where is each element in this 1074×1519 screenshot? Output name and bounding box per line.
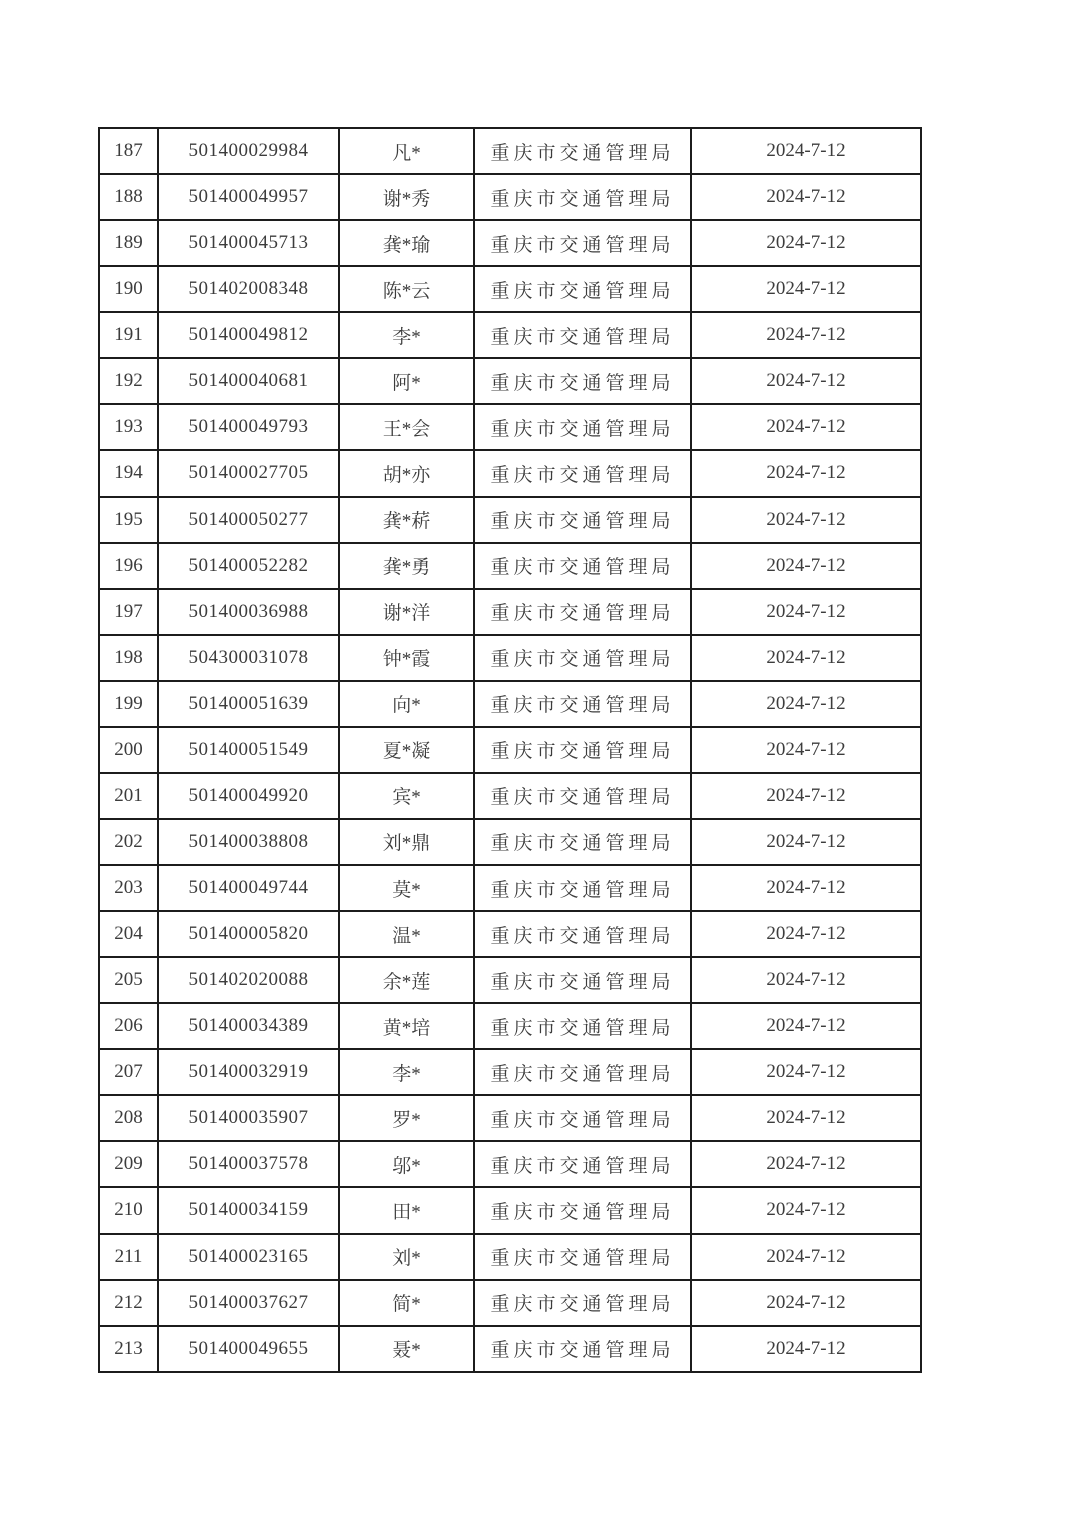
issue-date-cell: 2024-7-12 bbox=[691, 128, 921, 174]
row-number-cell: 212 bbox=[99, 1280, 158, 1326]
credential-id-cell: 501400051639 bbox=[158, 681, 339, 727]
issuing-authority-cell: 重庆市交通管理局 bbox=[474, 174, 691, 220]
row-number-cell: 193 bbox=[99, 404, 158, 450]
credential-id-cell: 501400027705 bbox=[158, 450, 339, 496]
name-cell: 刘* bbox=[339, 1234, 474, 1280]
name-cell: 谢*秀 bbox=[339, 174, 474, 220]
name-cell: 李* bbox=[339, 312, 474, 358]
credential-id-cell: 501400029984 bbox=[158, 128, 339, 174]
row-number-cell: 194 bbox=[99, 450, 158, 496]
row-number-cell: 198 bbox=[99, 635, 158, 681]
table-row bbox=[99, 589, 921, 635]
data-table bbox=[98, 127, 922, 1373]
issue-date-cell: 2024-7-12 bbox=[691, 1095, 921, 1141]
issuing-authority-cell: 重庆市交通管理局 bbox=[474, 911, 691, 957]
table-row bbox=[99, 911, 921, 957]
row-number-cell: 195 bbox=[99, 497, 158, 543]
credential-id-cell: 501400040681 bbox=[158, 358, 339, 404]
issuing-authority-cell: 重庆市交通管理局 bbox=[474, 819, 691, 865]
issue-date-cell: 2024-7-12 bbox=[691, 911, 921, 957]
table-row bbox=[99, 819, 921, 865]
credential-id-cell: 501400049655 bbox=[158, 1326, 339, 1372]
table-row bbox=[99, 957, 921, 1003]
credential-id-cell: 501400051549 bbox=[158, 727, 339, 773]
issuing-authority-cell: 重庆市交通管理局 bbox=[474, 128, 691, 174]
issuing-authority-cell: 重庆市交通管理局 bbox=[474, 1280, 691, 1326]
table-row bbox=[99, 1234, 921, 1280]
issue-date-cell: 2024-7-12 bbox=[691, 1141, 921, 1187]
row-number-cell: 202 bbox=[99, 819, 158, 865]
name-cell: 黄*培 bbox=[339, 1003, 474, 1049]
issue-date-cell: 2024-7-12 bbox=[691, 1234, 921, 1280]
row-number-cell: 190 bbox=[99, 266, 158, 312]
row-number-cell: 188 bbox=[99, 174, 158, 220]
table-row bbox=[99, 450, 921, 496]
name-cell: 阿* bbox=[339, 358, 474, 404]
table-row bbox=[99, 1187, 921, 1233]
name-cell: 余*莲 bbox=[339, 957, 474, 1003]
credential-id-cell: 501400036988 bbox=[158, 589, 339, 635]
table-row bbox=[99, 404, 921, 450]
issue-date-cell: 2024-7-12 bbox=[691, 220, 921, 266]
issue-date-cell: 2024-7-12 bbox=[691, 1187, 921, 1233]
table-row bbox=[99, 543, 921, 589]
table-row bbox=[99, 1326, 921, 1372]
credential-id-cell: 501402008348 bbox=[158, 266, 339, 312]
issue-date-cell: 2024-7-12 bbox=[691, 266, 921, 312]
table-row bbox=[99, 865, 921, 911]
issuing-authority-cell: 重庆市交通管理局 bbox=[474, 1234, 691, 1280]
issuing-authority-cell: 重庆市交通管理局 bbox=[474, 497, 691, 543]
issuing-authority-cell: 重庆市交通管理局 bbox=[474, 220, 691, 266]
issue-date-cell: 2024-7-12 bbox=[691, 635, 921, 681]
row-number-cell: 204 bbox=[99, 911, 158, 957]
table-row bbox=[99, 128, 921, 174]
credential-id-cell: 501400045713 bbox=[158, 220, 339, 266]
row-number-cell: 206 bbox=[99, 1003, 158, 1049]
name-cell: 聂* bbox=[339, 1326, 474, 1372]
name-cell: 刘*鼎 bbox=[339, 819, 474, 865]
issuing-authority-cell: 重庆市交通管理局 bbox=[474, 543, 691, 589]
issue-date-cell: 2024-7-12 bbox=[691, 589, 921, 635]
name-cell: 凡* bbox=[339, 128, 474, 174]
credential-id-cell: 501400032919 bbox=[158, 1049, 339, 1095]
table-row bbox=[99, 220, 921, 266]
issuing-authority-cell: 重庆市交通管理局 bbox=[474, 957, 691, 1003]
credential-id-cell: 501400037627 bbox=[158, 1280, 339, 1326]
row-number-cell: 189 bbox=[99, 220, 158, 266]
table-row bbox=[99, 358, 921, 404]
issuing-authority-cell: 重庆市交通管理局 bbox=[474, 1049, 691, 1095]
table-row bbox=[99, 312, 921, 358]
name-cell: 夏*凝 bbox=[339, 727, 474, 773]
issue-date-cell: 2024-7-12 bbox=[691, 174, 921, 220]
issuing-authority-cell: 重庆市交通管理局 bbox=[474, 1187, 691, 1233]
issuing-authority-cell: 重庆市交通管理局 bbox=[474, 1003, 691, 1049]
credential-id-cell: 501400052282 bbox=[158, 543, 339, 589]
issuing-authority-cell: 重庆市交通管理局 bbox=[474, 1141, 691, 1187]
table-row bbox=[99, 1095, 921, 1141]
issuing-authority-cell: 重庆市交通管理局 bbox=[474, 681, 691, 727]
row-number-cell: 197 bbox=[99, 589, 158, 635]
credential-id-cell: 501400049793 bbox=[158, 404, 339, 450]
table-row bbox=[99, 681, 921, 727]
row-number-cell: 211 bbox=[99, 1234, 158, 1280]
issue-date-cell: 2024-7-12 bbox=[691, 957, 921, 1003]
issuing-authority-cell: 重庆市交通管理局 bbox=[474, 727, 691, 773]
issue-date-cell: 2024-7-12 bbox=[691, 543, 921, 589]
issue-date-cell: 2024-7-12 bbox=[691, 727, 921, 773]
row-number-cell: 207 bbox=[99, 1049, 158, 1095]
credential-id-cell: 501400034159 bbox=[158, 1187, 339, 1233]
name-cell: 田* bbox=[339, 1187, 474, 1233]
table-row bbox=[99, 497, 921, 543]
row-number-cell: 200 bbox=[99, 727, 158, 773]
issue-date-cell: 2024-7-12 bbox=[691, 1003, 921, 1049]
row-number-cell: 192 bbox=[99, 358, 158, 404]
name-cell: 莫* bbox=[339, 865, 474, 911]
issue-date-cell: 2024-7-12 bbox=[691, 1326, 921, 1372]
issue-date-cell: 2024-7-12 bbox=[691, 358, 921, 404]
table-row bbox=[99, 635, 921, 681]
issue-date-cell: 2024-7-12 bbox=[691, 1280, 921, 1326]
table-row bbox=[99, 174, 921, 220]
issue-date-cell: 2024-7-12 bbox=[691, 819, 921, 865]
table-row bbox=[99, 1049, 921, 1095]
credential-id-cell: 501400035907 bbox=[158, 1095, 339, 1141]
row-number-cell: 210 bbox=[99, 1187, 158, 1233]
row-number-cell: 203 bbox=[99, 865, 158, 911]
row-number-cell: 208 bbox=[99, 1095, 158, 1141]
issue-date-cell: 2024-7-12 bbox=[691, 450, 921, 496]
issuing-authority-cell: 重庆市交通管理局 bbox=[474, 773, 691, 819]
issuing-authority-cell: 重庆市交通管理局 bbox=[474, 1326, 691, 1372]
issue-date-cell: 2024-7-12 bbox=[691, 681, 921, 727]
issue-date-cell: 2024-7-12 bbox=[691, 497, 921, 543]
row-number-cell: 213 bbox=[99, 1326, 158, 1372]
credential-id-cell: 501400049957 bbox=[158, 174, 339, 220]
row-number-cell: 187 bbox=[99, 128, 158, 174]
credential-id-cell: 501402020088 bbox=[158, 957, 339, 1003]
name-cell: 王*会 bbox=[339, 404, 474, 450]
credential-id-cell: 501400049744 bbox=[158, 865, 339, 911]
name-cell: 简* bbox=[339, 1280, 474, 1326]
name-cell: 龚*勇 bbox=[339, 543, 474, 589]
issuing-authority-cell: 重庆市交通管理局 bbox=[474, 589, 691, 635]
row-number-cell: 209 bbox=[99, 1141, 158, 1187]
name-cell: 罗* bbox=[339, 1095, 474, 1141]
credential-id-cell: 501400037578 bbox=[158, 1141, 339, 1187]
name-cell: 温* bbox=[339, 911, 474, 957]
issue-date-cell: 2024-7-12 bbox=[691, 1049, 921, 1095]
table-row bbox=[99, 773, 921, 819]
name-cell: 向* bbox=[339, 681, 474, 727]
name-cell: 胡*亦 bbox=[339, 450, 474, 496]
credential-id-cell: 501400049812 bbox=[158, 312, 339, 358]
name-cell: 李* bbox=[339, 1049, 474, 1095]
name-cell: 陈*云 bbox=[339, 266, 474, 312]
name-cell: 宾* bbox=[339, 773, 474, 819]
issuing-authority-cell: 重庆市交通管理局 bbox=[474, 635, 691, 681]
row-number-cell: 196 bbox=[99, 543, 158, 589]
row-number-cell: 201 bbox=[99, 773, 158, 819]
issue-date-cell: 2024-7-12 bbox=[691, 312, 921, 358]
name-cell: 钟*霞 bbox=[339, 635, 474, 681]
row-number-cell: 191 bbox=[99, 312, 158, 358]
credential-id-cell: 501400005820 bbox=[158, 911, 339, 957]
credential-id-cell: 504300031078 bbox=[158, 635, 339, 681]
row-number-cell: 199 bbox=[99, 681, 158, 727]
issue-date-cell: 2024-7-12 bbox=[691, 404, 921, 450]
name-cell: 龚*菥 bbox=[339, 497, 474, 543]
issue-date-cell: 2024-7-12 bbox=[691, 773, 921, 819]
issuing-authority-cell: 重庆市交通管理局 bbox=[474, 266, 691, 312]
table-row bbox=[99, 1141, 921, 1187]
name-cell: 龚*瑜 bbox=[339, 220, 474, 266]
table-row bbox=[99, 1003, 921, 1049]
table-row bbox=[99, 727, 921, 773]
issuing-authority-cell: 重庆市交通管理局 bbox=[474, 358, 691, 404]
table-row bbox=[99, 266, 921, 312]
row-number-cell: 205 bbox=[99, 957, 158, 1003]
credential-id-cell: 501400034389 bbox=[158, 1003, 339, 1049]
name-cell: 谢*洋 bbox=[339, 589, 474, 635]
table-body bbox=[99, 128, 921, 1372]
issuing-authority-cell: 重庆市交通管理局 bbox=[474, 312, 691, 358]
issuing-authority-cell: 重庆市交通管理局 bbox=[474, 404, 691, 450]
name-cell: 邬* bbox=[339, 1141, 474, 1187]
credential-id-cell: 501400050277 bbox=[158, 497, 339, 543]
credential-id-cell: 501400023165 bbox=[158, 1234, 339, 1280]
table-row bbox=[99, 1280, 921, 1326]
issue-date-cell: 2024-7-12 bbox=[691, 865, 921, 911]
issuing-authority-cell: 重庆市交通管理局 bbox=[474, 450, 691, 496]
issuing-authority-cell: 重庆市交通管理局 bbox=[474, 1095, 691, 1141]
credential-id-cell: 501400038808 bbox=[158, 819, 339, 865]
credential-id-cell: 501400049920 bbox=[158, 773, 339, 819]
issuing-authority-cell: 重庆市交通管理局 bbox=[474, 865, 691, 911]
